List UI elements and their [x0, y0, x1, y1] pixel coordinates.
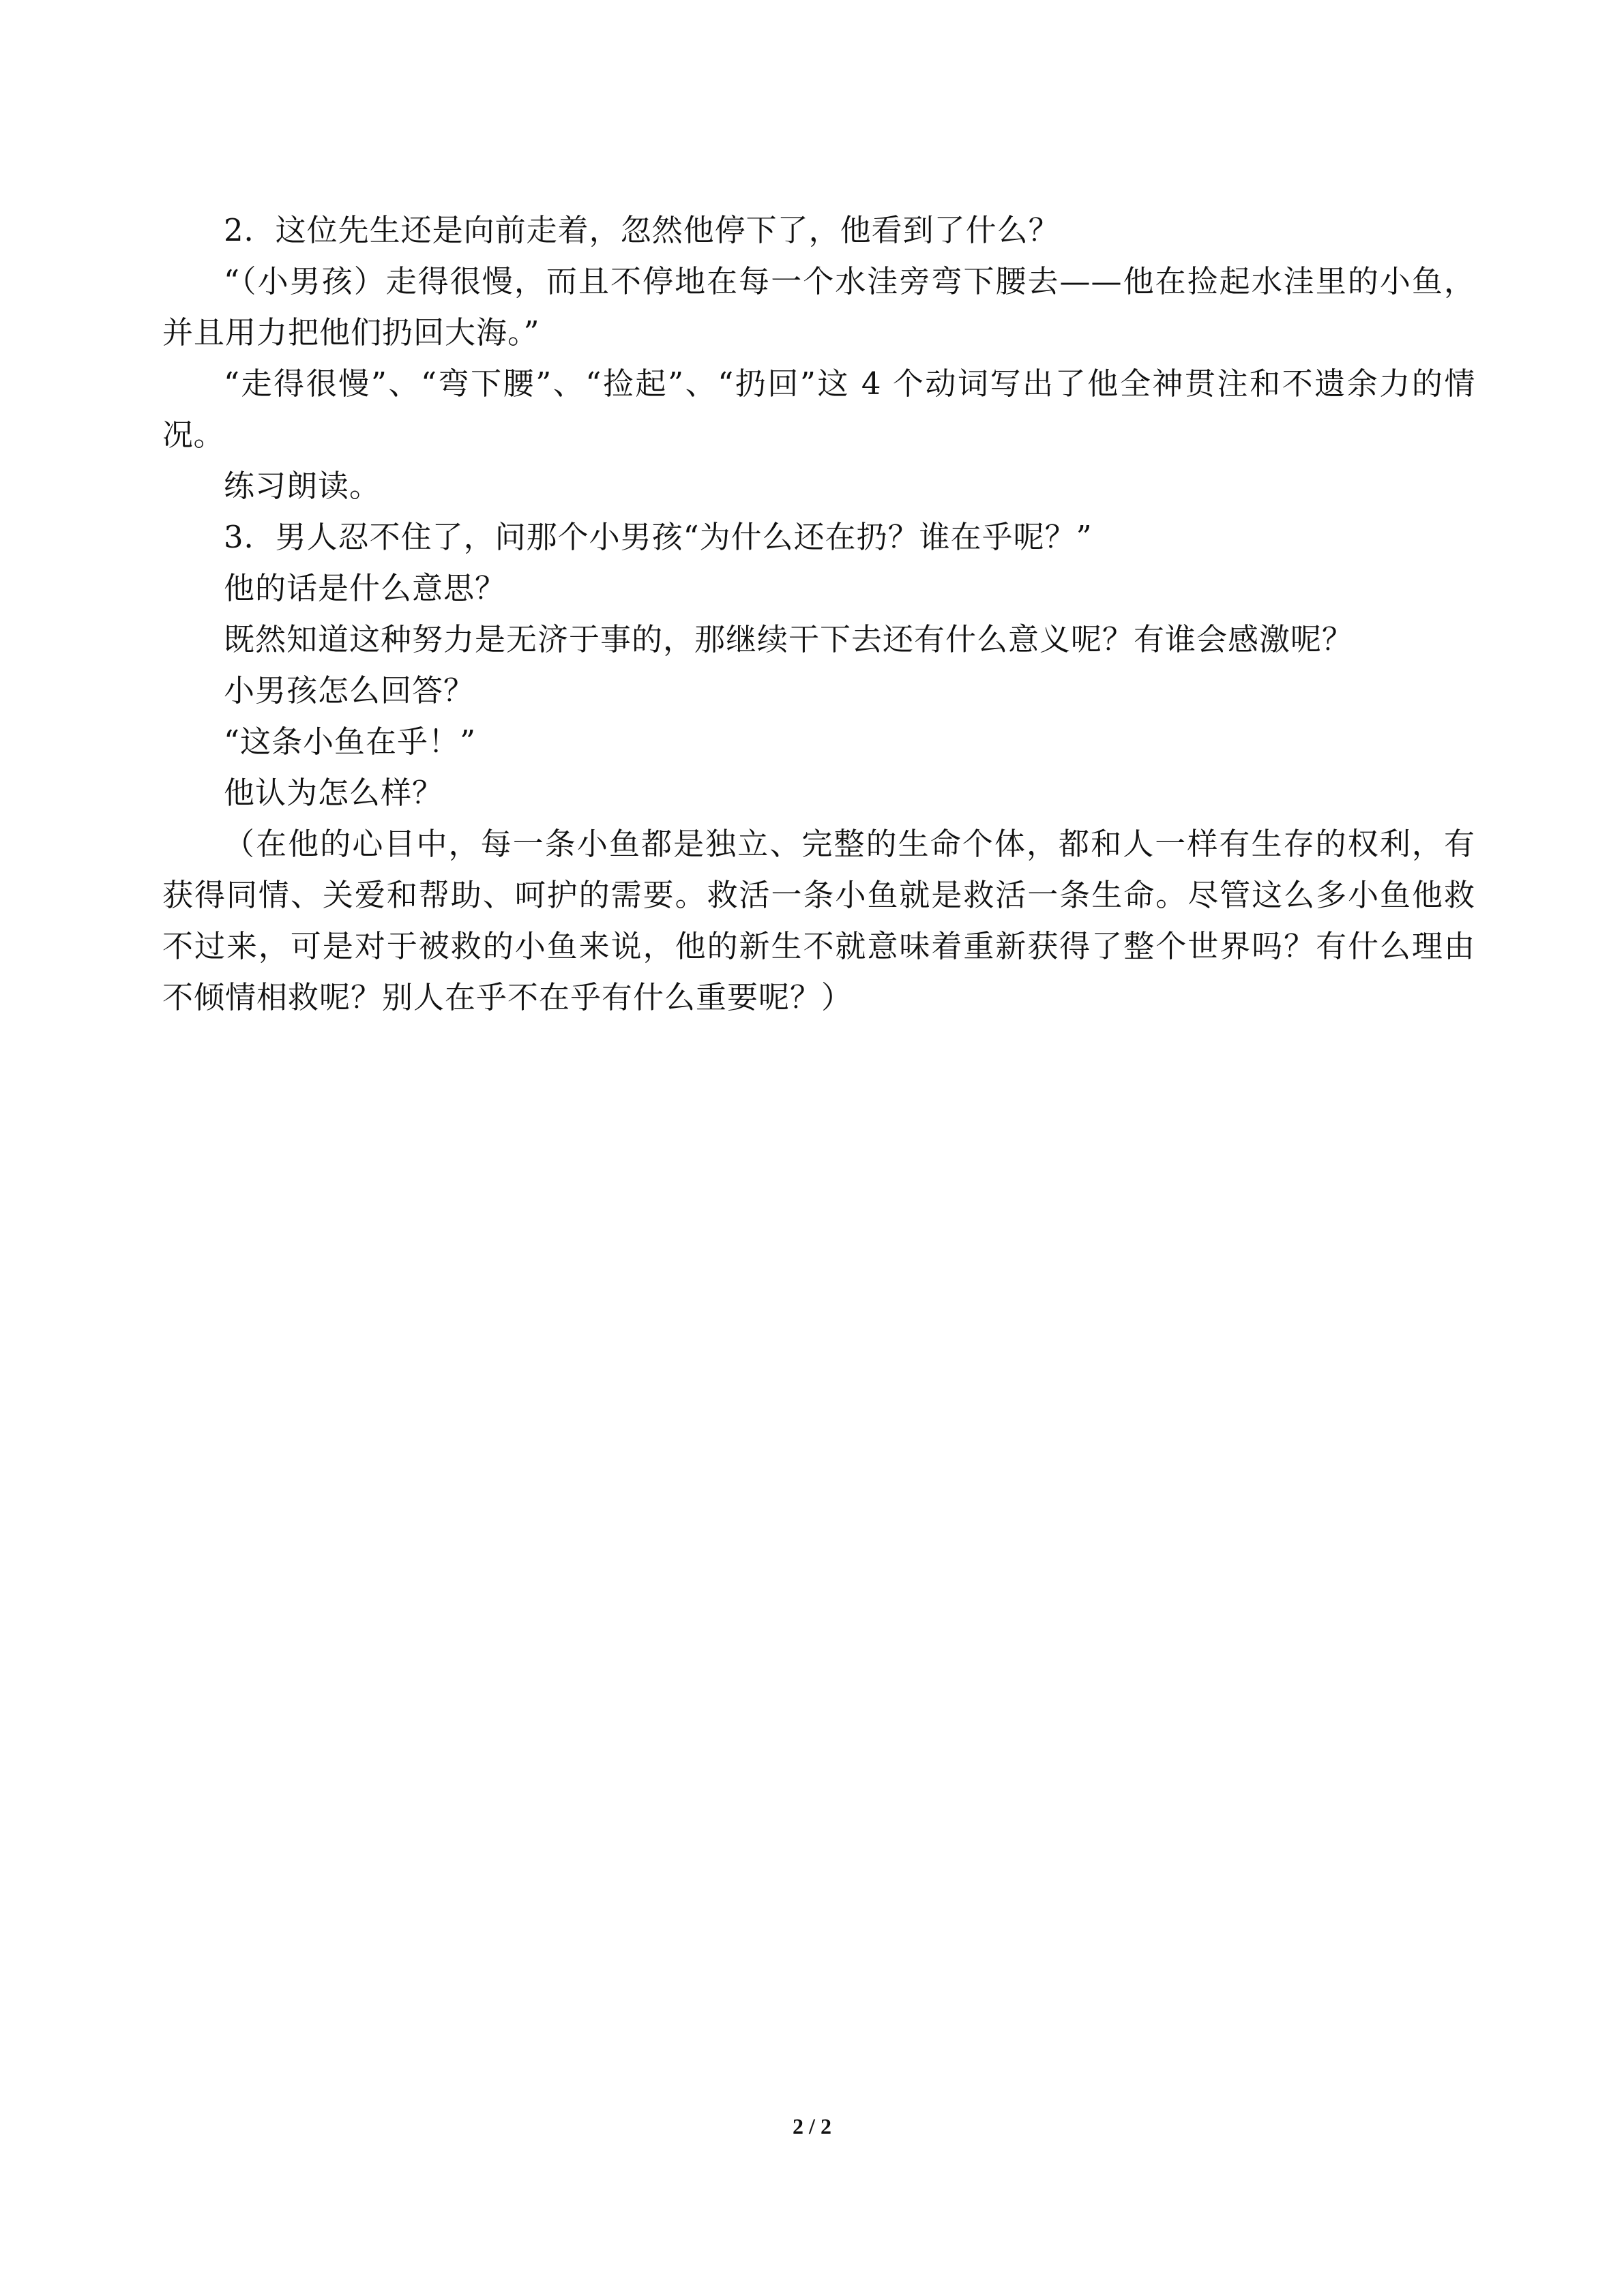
paragraph-question-2: 2．这位先生还是向前走着，忽然他停下了，他看到了什么？	[224, 212, 1060, 248]
paragraph-explanation: （在他的心目中，每一条小鱼都是独立、完整的生命个体，都和人一样有生存的权利，有获得同情、关爱和帮助、呵护的需要。救活一条小鱼就是救活一条生命。尽管这么多小鱼他救不过来，可是对于被救的小鱼来说，他的新生不就意味着重新获得了整个世界吗？有什么理由不倾情相救呢？别人在乎不在乎有什么重要呢？）	[162, 826, 1475, 1015]
paragraph-reading-practice: 练习朗读。	[224, 468, 381, 504]
paragraph-boy-answer-question: 小男孩怎么回答？	[224, 672, 475, 709]
paragraph-boy-answer-quote: “这条小鱼在乎！”	[224, 724, 477, 760]
paragraph-verbs-analysis: “走得很慢”、“弯下腰”、“捡起”、“扔回”这 4 个动词写出了他全神贯注和不遗余力的情况。	[162, 366, 1475, 453]
page-number: 2 / 2	[793, 2114, 831, 2138]
paragraph-meaning-answer: 既然知道这种努力是无济于事的，那继续干下去还有什么意义呢？有谁会感激呢？	[224, 621, 1354, 657]
document-body	[162, 205, 1475, 1023]
paragraph-question-3: 3．男人忍不住了，问那个小男孩“为什么还在扔？谁在乎呢？”	[224, 519, 1093, 555]
paragraph-quote-boy: “（小男孩）走得很慢，而且不停地在每一个水洼旁弯下腰去——他在捡起水洼里的小鱼，并且用力把他们扔回大海。”	[162, 263, 1475, 351]
paragraph-boy-opinion-question: 他认为怎么样？	[224, 775, 444, 811]
paragraph-meaning-question: 他的话是什么意思？	[224, 570, 507, 606]
